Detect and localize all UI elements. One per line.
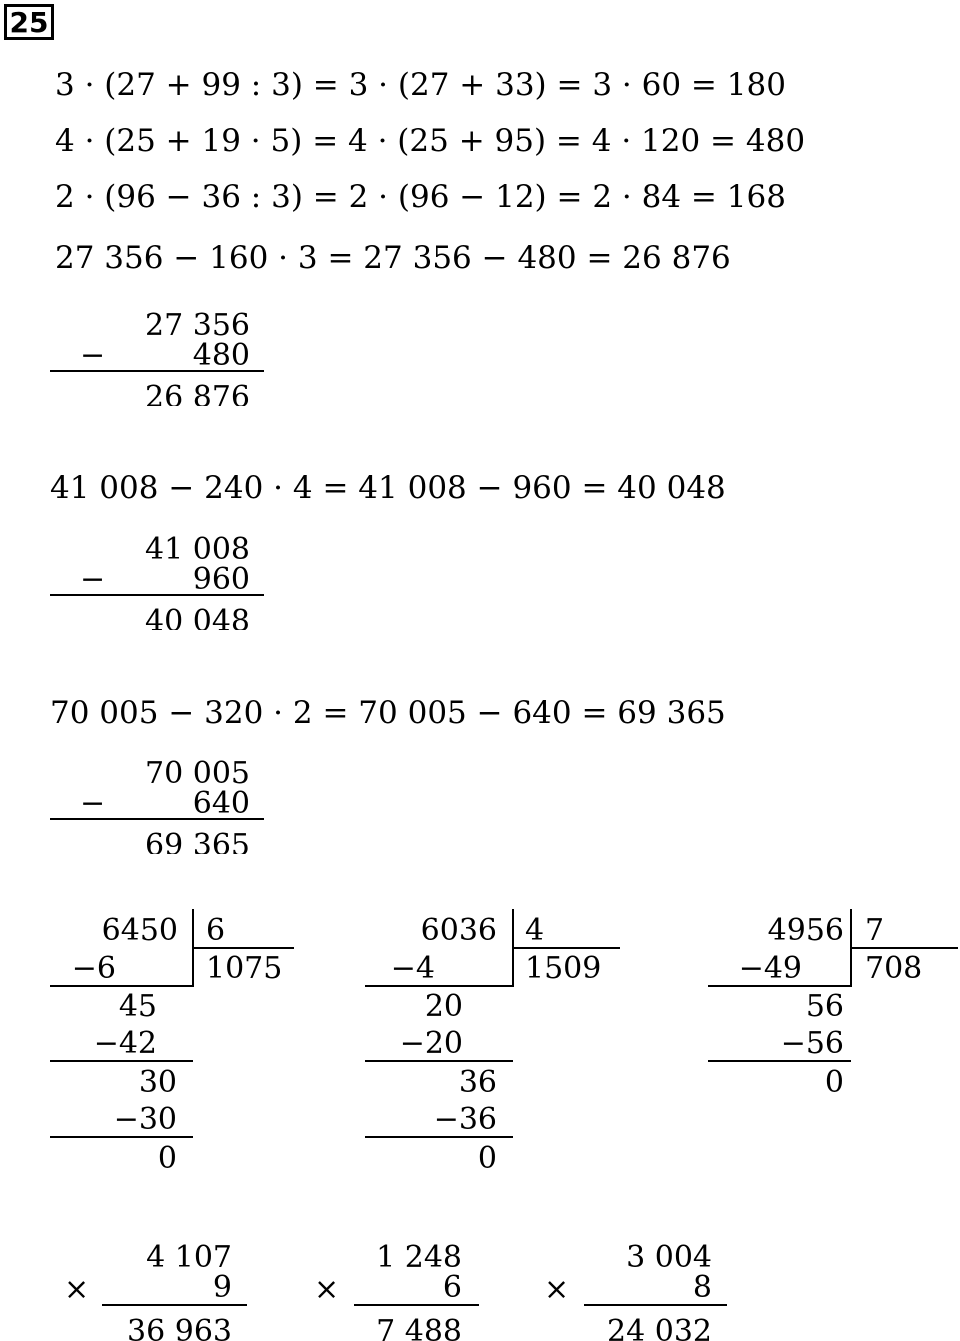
equation-line: 2 · (96 − 36 : 3) = 2 · (96 − 12) = 2 · 84 = 168	[55, 179, 786, 215]
multiplicand: 3 004	[626, 1240, 712, 1275]
quotient: 1075	[206, 951, 283, 986]
equation-line: 27 356 − 160 · 3 = 27 356 − 480 = 26 876	[55, 240, 731, 276]
times-sign: ×	[544, 1272, 570, 1307]
equation-line: 3 · (27 + 99 : 3) = 3 · (27 + 33) = 3 · 60 = 180	[55, 67, 786, 103]
step-line	[365, 1060, 513, 1062]
quotient: 1509	[525, 951, 602, 986]
divisor-underline	[512, 947, 620, 949]
step-line	[365, 1136, 513, 1138]
subtrahend: 480	[192, 338, 250, 373]
step-subtract: −56	[780, 1026, 844, 1061]
product: 36 963	[127, 1314, 232, 1341]
minus-sign: −	[80, 562, 106, 597]
multiplicand: 1 248	[376, 1240, 462, 1275]
dividend: 6036	[420, 913, 497, 948]
task-number-badge: 25	[4, 4, 54, 40]
dividend: 6450	[101, 913, 178, 948]
step-remainder: 36	[458, 1065, 497, 1100]
column-multiplication	[310, 1240, 510, 1341]
minus-sign: −	[80, 786, 106, 821]
difference: 69 365	[145, 828, 250, 854]
result-line	[50, 594, 264, 596]
step-remainder: 56	[805, 989, 844, 1024]
minus-sign: −	[80, 338, 106, 373]
step-subtract: −4	[390, 951, 435, 986]
product: 7 488	[376, 1314, 462, 1341]
multiplier: 9	[212, 1270, 232, 1305]
step-subtract: −42	[93, 1026, 157, 1061]
equation-line: 4 · (25 + 19 · 5) = 4 · (25 + 95) = 4 · 120 = 480	[55, 123, 806, 159]
result-line	[354, 1304, 479, 1306]
multiplier: 6	[442, 1270, 462, 1305]
step-subtract: −49	[738, 951, 802, 986]
times-sign: ×	[64, 1272, 90, 1307]
step-remainder: 0	[157, 1141, 177, 1176]
divisor: 6	[206, 913, 226, 948]
column-multiplication	[60, 1240, 260, 1341]
equation-line: 41 008 − 240 · 4 = 41 008 − 960 = 40 048	[50, 470, 726, 506]
column-subtraction	[50, 532, 270, 630]
quotient: 708	[865, 951, 923, 986]
result-line	[102, 1304, 247, 1306]
divisor: 4	[525, 913, 545, 948]
times-sign: ×	[314, 1272, 340, 1307]
subtrahend: 640	[192, 786, 250, 821]
difference: 40 048	[145, 604, 250, 630]
column-multiplication	[540, 1240, 740, 1341]
divisor: 7	[865, 913, 885, 948]
step-remainder: 30	[138, 1065, 177, 1100]
step-line	[50, 985, 193, 987]
step-line	[50, 1136, 193, 1138]
step-remainder: 20	[424, 989, 463, 1024]
equation-line: 70 005 − 320 · 2 = 70 005 − 640 = 69 365	[50, 695, 726, 731]
result-line	[584, 1304, 727, 1306]
step-remainder: 0	[477, 1141, 497, 1176]
result-line	[50, 818, 264, 820]
multiplicand: 4 107	[146, 1240, 232, 1275]
long-division	[365, 905, 625, 1185]
minuend: 41 008	[145, 532, 250, 567]
step-line	[365, 985, 513, 987]
result-line	[50, 370, 264, 372]
step-line	[708, 985, 851, 987]
dividend: 4956	[767, 913, 844, 948]
subtrahend: 960	[192, 562, 250, 597]
divisor-underline	[192, 947, 294, 949]
step-line	[50, 1060, 193, 1062]
column-subtraction	[50, 756, 270, 854]
long-division	[50, 905, 310, 1185]
multiplier: 8	[692, 1270, 712, 1305]
divisor-underline	[850, 947, 958, 949]
step-line	[708, 1060, 851, 1062]
minuend: 27 356	[145, 308, 250, 343]
step-subtract: −30	[113, 1102, 177, 1137]
difference: 26 876	[145, 380, 250, 406]
long-division	[708, 905, 960, 1185]
step-subtract: −6	[71, 951, 116, 986]
step-subtract: −36	[433, 1102, 497, 1137]
step-remainder: 45	[118, 989, 157, 1024]
minuend: 70 005	[145, 756, 250, 791]
step-remainder: 0	[824, 1065, 844, 1100]
product: 24 032	[607, 1314, 712, 1341]
column-subtraction	[50, 308, 270, 406]
step-subtract: −20	[399, 1026, 463, 1061]
